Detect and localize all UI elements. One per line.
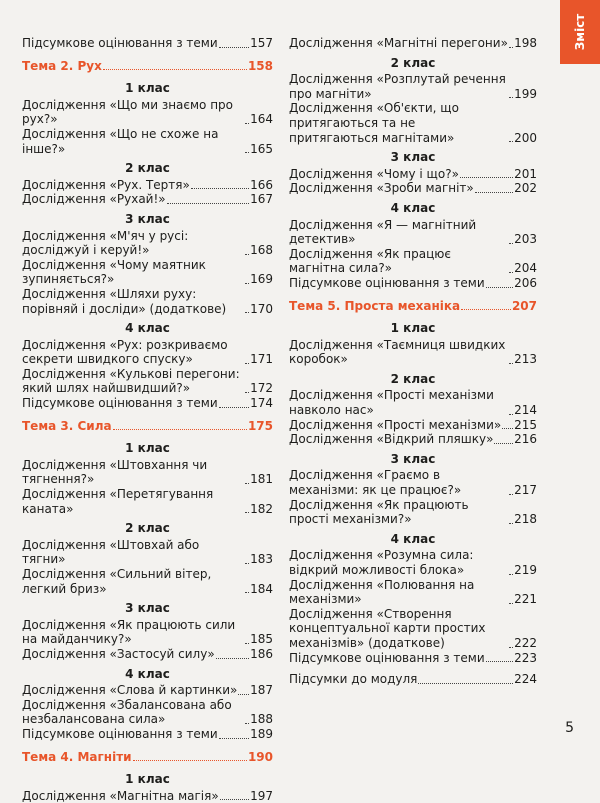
toc-right-column: [289, 36, 537, 687]
toc-entry-page: 197: [250, 788, 273, 803]
dot-leader: [245, 563, 249, 564]
toc-entry[interactable]: [22, 229, 273, 258]
grade-heading: 1 клас: [125, 441, 170, 456]
dot-leader: [191, 188, 249, 189]
dot-leader: [494, 443, 513, 444]
dot-leader: [219, 407, 249, 408]
grade-heading: 3 клас: [125, 211, 170, 226]
dot-leader: [486, 661, 513, 662]
dot-leader: [509, 272, 513, 273]
toc-entry-page: 188: [250, 712, 273, 727]
toc-entry[interactable]: [22, 789, 273, 803]
toc-entry-title: Підсумкове оцінювання з теми: [22, 726, 218, 741]
toc-entry-page: 222: [514, 635, 537, 650]
toc-entry[interactable]: [289, 607, 537, 651]
dot-leader: [509, 574, 513, 575]
toc-entry-page: 175: [247, 418, 273, 433]
toc-entry-title: Дослідження «Що не схоже на інше?»: [22, 126, 219, 156]
toc-entry[interactable]: [289, 468, 537, 497]
toc-entry-page: 187: [250, 683, 273, 698]
dot-leader: [509, 363, 513, 364]
toc-theme-heading[interactable]: [22, 750, 273, 765]
dot-leader: [167, 203, 249, 204]
toc-theme-heading[interactable]: [289, 299, 537, 314]
dot-leader: [103, 69, 247, 70]
toc-entry-title: Дослідження «Розумна сила: відкрий можливості блока»: [289, 548, 474, 577]
toc-entry-page: 202: [514, 181, 537, 196]
dot-leader: [245, 592, 249, 593]
toc-entry-page: 167: [250, 192, 273, 207]
toc-entry[interactable]: [22, 258, 273, 287]
toc-entry-title: Підсумкове оцінювання з теми: [289, 275, 485, 290]
toc-entry-title: Дослідження «Об'єкти, що притягаються та не притягаються магнітами»: [289, 101, 459, 145]
toc-entry[interactable]: [22, 698, 273, 727]
toc-entry[interactable]: [289, 388, 537, 417]
toc-entry[interactable]: [289, 498, 537, 527]
grade-heading: 2 клас: [125, 521, 170, 536]
toc-entry-title: Дослідження «Кулькові перегони: який шлях найшвидший?»: [22, 366, 240, 396]
toc-entry-title: Підсумки до модуля: [289, 672, 418, 687]
toc-entry-page: 223: [514, 650, 537, 665]
toc-entry-page: 217: [514, 483, 537, 498]
section-tab: [560, 0, 600, 64]
dot-leader: [245, 392, 249, 393]
dot-leader: [245, 123, 249, 124]
toc-entry-title: Тема 4. Магніти: [22, 749, 132, 764]
toc-entry-title: Дослідження «М'яч у русі: досліджуй і керуй!»: [22, 228, 189, 258]
toc-entry[interactable]: [289, 276, 537, 291]
toc-entry-title: Дослідження «Граємо в механізми: як це працює?»: [289, 468, 462, 498]
toc-entry-page: 190: [247, 749, 273, 764]
grade-heading: 3 клас: [125, 601, 170, 616]
toc-entry[interactable]: [289, 418, 537, 433]
dot-leader: [509, 603, 513, 604]
toc-entry-title: Дослідження «Магнітні перегони»: [289, 36, 508, 50]
dot-leader: [509, 523, 513, 524]
dot-leader: [509, 141, 513, 142]
toc-entry[interactable]: [289, 338, 537, 367]
dot-leader: [509, 243, 513, 244]
dot-leader: [245, 363, 249, 364]
toc-entry[interactable]: [289, 247, 537, 276]
toc-entry[interactable]: [22, 367, 273, 396]
toc-entry[interactable]: [22, 647, 273, 662]
toc-entry[interactable]: [289, 672, 537, 687]
toc-entry-title: Дослідження «Розплутай речення про магніти»: [289, 72, 506, 101]
dot-leader: [216, 658, 249, 659]
dot-leader: [418, 683, 513, 684]
grade-heading: 4 клас: [390, 200, 436, 215]
toc-entry-title: Дослідження «Я — магнітний детектив»: [289, 217, 477, 247]
toc-entry[interactable]: [22, 36, 273, 51]
toc-entry-page: 183: [250, 552, 273, 567]
toc-entry-page: 216: [514, 432, 537, 447]
toc-entry-page: 166: [250, 177, 273, 192]
toc-entry[interactable]: [289, 578, 537, 607]
toc-entry-page: 224: [514, 672, 537, 687]
toc-theme-heading[interactable]: [22, 419, 273, 434]
toc-entry[interactable]: [22, 458, 273, 487]
toc-entry-page: 201: [514, 166, 537, 181]
toc-entry-page: 213: [514, 352, 537, 367]
toc-entry-title: Дослідження «Штовхай або тягни»: [22, 537, 200, 567]
toc-entry-title: Дослідження «Відкрий пляшку»: [289, 432, 494, 447]
dot-leader: [509, 97, 513, 98]
toc-entry-title: Підсумкове оцінювання з теми: [289, 650, 485, 665]
toc-entry-title: Підсумкове оцінювання з теми: [22, 36, 218, 50]
toc-entry-page: 207: [511, 298, 537, 313]
toc-entry-title: Дослідження «Як працюють сили на майданчику?»: [22, 617, 236, 647]
toc-entry-page: 172: [250, 381, 273, 396]
toc-entry[interactable]: [22, 487, 273, 516]
toc-entry-title: Дослідження «Збалансована або незбалансована сила»: [22, 697, 232, 727]
toc-entry-page: 158: [247, 58, 273, 73]
toc-entry-title: Дослідження «Прості механізми навколо нас»: [289, 388, 494, 418]
toc-entry-title: Підсумкове оцінювання з теми: [22, 396, 218, 411]
spacer: [289, 665, 537, 672]
page-number: 5: [565, 720, 574, 736]
grade-heading: 3 клас: [390, 150, 436, 165]
toc-entry-page: 203: [514, 232, 537, 247]
toc-entry-title: Дослідження «Перетягування каната»: [22, 487, 214, 516]
dot-leader: [220, 799, 249, 800]
toc-entry[interactable]: [289, 167, 537, 182]
toc-entry-page: 198: [514, 36, 537, 50]
dot-leader: [245, 483, 249, 484]
toc-entry[interactable]: [22, 683, 273, 698]
toc-entry-page: 206: [514, 275, 537, 290]
toc-entry[interactable]: [289, 548, 537, 577]
toc-entry-page: 215: [514, 417, 537, 432]
toc-entry-page: 185: [250, 632, 273, 647]
toc-entry-page: 189: [250, 726, 273, 741]
toc-entry[interactable]: [22, 192, 273, 207]
dot-leader: [133, 760, 247, 761]
toc-entry-title: Дослідження «Рух. Тертя»: [22, 177, 190, 192]
toc-entry[interactable]: [22, 287, 273, 316]
dot-leader: [509, 414, 513, 415]
dot-leader: [475, 192, 513, 193]
toc-entry[interactable]: [22, 727, 273, 742]
toc-entry-title: Дослідження «Таємниця швидких коробок»: [289, 337, 506, 367]
dot-leader: [509, 494, 513, 495]
toc-theme-heading[interactable]: [22, 59, 273, 74]
toc-entry-page: 182: [250, 501, 273, 516]
toc-entry-page: 221: [514, 592, 537, 607]
grade-heading: 1 клас: [390, 321, 436, 336]
toc-entry[interactable]: [22, 338, 273, 367]
toc-entry-title: Дослідження «Сильний вітер, легкий бриз»: [22, 567, 212, 596]
toc-entry-title: Дослідження «Шляхи руху: порівняй і досліди» (додаткове): [22, 286, 227, 316]
grade-heading: 2 клас: [390, 371, 436, 386]
toc-entry[interactable]: [289, 651, 537, 666]
grade-heading: 2 клас: [390, 55, 436, 70]
toc-left-column: [22, 36, 273, 803]
toc-entry[interactable]: [289, 36, 537, 51]
toc-entry-title: Дослідження «Слова й картинки»: [22, 683, 238, 698]
dot-leader: [461, 309, 511, 310]
dot-leader: [245, 723, 249, 724]
grade-heading: 2 клас: [125, 161, 170, 176]
dot-leader: [238, 694, 249, 695]
toc-entry-page: 186: [250, 646, 273, 661]
toc-entry[interactable]: [22, 538, 273, 567]
toc-entry[interactable]: [22, 127, 273, 156]
toc-entry-title: Тема 3. Сила: [22, 418, 112, 433]
dot-leader: [245, 312, 249, 313]
section-tab-label: Зміст: [573, 13, 587, 51]
dot-leader: [486, 287, 513, 288]
toc-entry[interactable]: [289, 181, 537, 196]
dot-leader: [509, 47, 513, 48]
toc-entry[interactable]: [22, 618, 273, 647]
dot-leader: [245, 512, 249, 513]
toc-entry-title: Дослідження «Зроби магніт»: [289, 181, 474, 196]
toc-entry-title: Дослідження «Прості механізми»: [289, 417, 502, 432]
toc-entry-title: Дослідження «Штовхання чи тягнення?»: [22, 457, 208, 487]
dot-leader: [245, 254, 249, 255]
toc-entry-title: Дослідження «Як працюють прості механізми?»: [289, 497, 469, 527]
toc-entry-title: Дослідження «Чому маятник зупиняється?»: [22, 257, 206, 287]
toc-entry-page: 168: [250, 243, 273, 258]
dot-leader: [509, 647, 513, 648]
grade-heading: 1 клас: [125, 772, 170, 787]
toc-entry-title: Дослідження «Створення концептуальної карти простих механізмів» (додаткове): [289, 606, 486, 650]
toc-entry[interactable]: [22, 567, 273, 596]
toc-entry-page: 204: [514, 261, 537, 276]
toc-entry-title: Дослідження «Полювання на механізми»: [289, 577, 475, 607]
dot-leader: [502, 428, 513, 429]
dot-leader: [460, 177, 513, 178]
grade-heading: 1 клас: [125, 81, 170, 96]
toc-entry-title: Дослідження «Як працює магнітна сила?»: [289, 246, 451, 276]
toc-entry-page: 199: [514, 86, 537, 101]
dot-leader: [219, 47, 249, 48]
toc-entry[interactable]: [22, 396, 273, 411]
toc-entry-page: 164: [250, 112, 273, 127]
toc-entry-title: Дослідження «Магнітна магія»: [22, 788, 219, 803]
toc-entry-title: Дослідження «Застосуй силу»: [22, 646, 215, 661]
toc-entry[interactable]: [22, 178, 273, 193]
dot-leader: [245, 643, 249, 644]
toc-entry-title: Дослідження «Рух: розкриваємо секрети швидкого спуску»: [22, 337, 228, 367]
toc-entry[interactable]: [289, 72, 537, 101]
toc-entry[interactable]: [22, 98, 273, 127]
toc-entry-page: 165: [250, 141, 273, 156]
toc-entry-title: Дослідження «Рухай!»: [22, 192, 166, 207]
toc-entry[interactable]: [289, 218, 537, 247]
toc-entry[interactable]: [289, 432, 537, 447]
toc-entry-page: 170: [250, 301, 273, 316]
toc-entry-page: 184: [250, 581, 273, 596]
toc-entry-page: 174: [250, 396, 273, 411]
toc-entry[interactable]: [289, 101, 537, 145]
toc-entry-page: 157: [250, 36, 273, 50]
grade-heading: 4 клас: [125, 321, 170, 336]
toc-entry-page: 181: [250, 472, 273, 487]
toc-entry-page: 169: [250, 272, 273, 287]
dot-leader: [219, 738, 249, 739]
toc-entry-title: Тема 5. Проста механіка: [289, 298, 461, 313]
toc-entry-page: 218: [514, 512, 537, 527]
toc-entry-page: 200: [514, 130, 537, 145]
dot-leader: [113, 429, 247, 430]
dot-leader: [245, 283, 249, 284]
grade-heading: 4 клас: [390, 531, 436, 546]
grade-heading: 3 клас: [390, 451, 436, 466]
toc-entry-page: 219: [514, 563, 537, 577]
toc-entry-title: Дослідження «Чому і що?»: [289, 166, 459, 181]
toc-entry-title: Тема 2. Рух: [22, 58, 102, 73]
toc-entry-title: Дослідження «Що ми знаємо про рух?»: [22, 97, 234, 127]
toc-entry-page: 171: [250, 352, 273, 367]
toc-entry-page: 214: [514, 403, 537, 418]
dot-leader: [245, 152, 249, 153]
grade-heading: 4 клас: [125, 666, 170, 681]
